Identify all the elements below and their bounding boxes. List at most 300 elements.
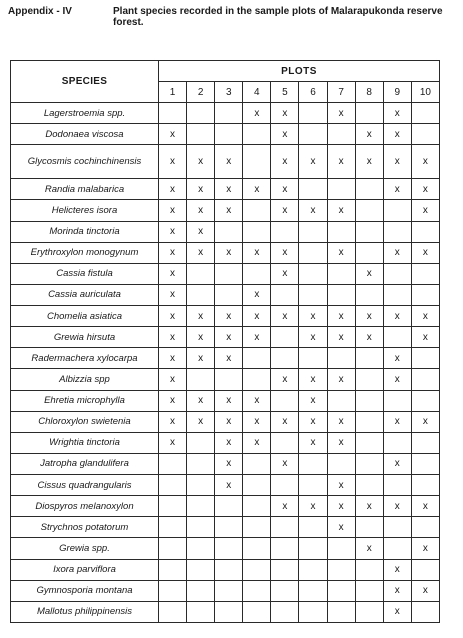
presence-cell: x bbox=[299, 327, 327, 348]
presence-cell: x bbox=[215, 411, 243, 432]
presence-cell: x bbox=[411, 145, 439, 179]
species-name-cell: Wrightia tinctoria bbox=[11, 432, 159, 453]
presence-cell bbox=[215, 601, 243, 622]
presence-cell bbox=[187, 284, 215, 305]
presence-cell: x bbox=[355, 327, 383, 348]
presence-cell: x bbox=[159, 327, 187, 348]
presence-cell bbox=[271, 432, 299, 453]
presence-cell bbox=[355, 475, 383, 496]
presence-cell: x bbox=[355, 496, 383, 517]
species-name-cell: Morinda tinctoria bbox=[11, 221, 159, 242]
presence-cell: x bbox=[355, 306, 383, 327]
presence-cell bbox=[215, 263, 243, 284]
presence-cell: x bbox=[411, 538, 439, 559]
presence-cell bbox=[215, 284, 243, 305]
presence-cell bbox=[411, 559, 439, 580]
presence-cell bbox=[299, 179, 327, 200]
plot-number-header: 7 bbox=[327, 82, 355, 103]
presence-cell: x bbox=[215, 432, 243, 453]
presence-cell bbox=[299, 124, 327, 145]
species-name-cell: Jatropha glandulifera bbox=[11, 453, 159, 474]
presence-cell bbox=[159, 601, 187, 622]
presence-cell: x bbox=[271, 124, 299, 145]
presence-cell bbox=[215, 580, 243, 601]
presence-cell bbox=[243, 453, 271, 474]
presence-cell: x bbox=[159, 242, 187, 263]
presence-cell bbox=[159, 580, 187, 601]
presence-cell: x bbox=[383, 306, 411, 327]
presence-cell: x bbox=[215, 453, 243, 474]
presence-cell bbox=[355, 453, 383, 474]
presence-cell: x bbox=[187, 145, 215, 179]
presence-cell bbox=[243, 475, 271, 496]
presence-cell: x bbox=[243, 179, 271, 200]
presence-cell: x bbox=[159, 179, 187, 200]
presence-cell: x bbox=[383, 580, 411, 601]
species-name-cell: Ixora parviflora bbox=[11, 559, 159, 580]
presence-cell: x bbox=[411, 306, 439, 327]
table-row bbox=[11, 145, 440, 179]
presence-cell: x bbox=[355, 263, 383, 284]
table-row bbox=[11, 411, 440, 432]
presence-cell: x bbox=[159, 411, 187, 432]
presence-cell bbox=[411, 453, 439, 474]
presence-cell: x bbox=[159, 263, 187, 284]
presence-cell bbox=[271, 538, 299, 559]
species-name-cell: Diospyros melanoxylon bbox=[11, 496, 159, 517]
presence-cell: x bbox=[187, 390, 215, 411]
presence-cell: x bbox=[271, 242, 299, 263]
presence-cell bbox=[187, 496, 215, 517]
presence-cell bbox=[299, 348, 327, 369]
species-name-cell: Randia malabarica bbox=[11, 179, 159, 200]
presence-cell: x bbox=[215, 390, 243, 411]
presence-cell: x bbox=[411, 200, 439, 221]
presence-cell: x bbox=[355, 124, 383, 145]
plot-number-header: 3 bbox=[215, 82, 243, 103]
presence-cell bbox=[383, 327, 411, 348]
species-name-cell: Radermachera xylocarpa bbox=[11, 348, 159, 369]
plot-number-header: 9 bbox=[383, 82, 411, 103]
presence-cell bbox=[383, 221, 411, 242]
presence-cell bbox=[355, 348, 383, 369]
table-row bbox=[11, 221, 440, 242]
presence-cell: x bbox=[327, 411, 355, 432]
presence-cell bbox=[383, 200, 411, 221]
presence-cell bbox=[355, 179, 383, 200]
presence-cell: x bbox=[159, 221, 187, 242]
presence-cell: x bbox=[187, 242, 215, 263]
presence-cell: x bbox=[243, 103, 271, 124]
presence-cell: x bbox=[299, 411, 327, 432]
species-name-cell: Cassia auriculata bbox=[11, 284, 159, 305]
presence-cell bbox=[271, 284, 299, 305]
presence-cell: x bbox=[187, 200, 215, 221]
presence-cell bbox=[327, 538, 355, 559]
presence-cell: x bbox=[299, 496, 327, 517]
table-row bbox=[11, 517, 440, 538]
table-row bbox=[11, 327, 440, 348]
presence-cell bbox=[411, 221, 439, 242]
presence-cell bbox=[187, 538, 215, 559]
presence-cell bbox=[215, 103, 243, 124]
presence-cell bbox=[411, 103, 439, 124]
presence-cell: x bbox=[383, 496, 411, 517]
presence-cell bbox=[355, 559, 383, 580]
presence-cell: x bbox=[215, 179, 243, 200]
species-name-cell: Dodonaea viscosa bbox=[11, 124, 159, 145]
presence-cell: x bbox=[383, 601, 411, 622]
presence-cell: x bbox=[411, 179, 439, 200]
presence-cell bbox=[327, 263, 355, 284]
presence-cell bbox=[243, 369, 271, 390]
presence-cell: x bbox=[243, 242, 271, 263]
table-header-row bbox=[11, 61, 440, 82]
presence-cell: x bbox=[327, 517, 355, 538]
table-row bbox=[11, 124, 440, 145]
presence-cell bbox=[299, 263, 327, 284]
presence-cell bbox=[159, 559, 187, 580]
presence-cell bbox=[355, 580, 383, 601]
presence-cell: x bbox=[159, 200, 187, 221]
presence-cell: x bbox=[299, 145, 327, 179]
species-name-cell: Grewia hirsuta bbox=[11, 327, 159, 348]
presence-cell bbox=[159, 538, 187, 559]
presence-cell bbox=[215, 538, 243, 559]
presence-cell bbox=[327, 559, 355, 580]
presence-cell: x bbox=[327, 475, 355, 496]
presence-cell bbox=[383, 284, 411, 305]
table-row bbox=[11, 432, 440, 453]
plot-number-header: 10 bbox=[411, 82, 439, 103]
presence-cell: x bbox=[243, 284, 271, 305]
presence-cell bbox=[327, 124, 355, 145]
presence-cell: x bbox=[411, 327, 439, 348]
presence-cell bbox=[187, 453, 215, 474]
presence-cell bbox=[355, 517, 383, 538]
table-row bbox=[11, 580, 440, 601]
presence-cell bbox=[411, 369, 439, 390]
presence-cell: x bbox=[327, 145, 355, 179]
presence-cell bbox=[411, 601, 439, 622]
presence-cell bbox=[271, 390, 299, 411]
presence-cell bbox=[243, 538, 271, 559]
species-name-cell: Erythroxylon monogynum bbox=[11, 242, 159, 263]
presence-cell: x bbox=[215, 242, 243, 263]
presence-cell bbox=[243, 601, 271, 622]
presence-cell bbox=[355, 601, 383, 622]
table-row bbox=[11, 453, 440, 474]
presence-cell: x bbox=[383, 369, 411, 390]
presence-cell bbox=[355, 284, 383, 305]
presence-cell bbox=[327, 453, 355, 474]
presence-cell bbox=[299, 538, 327, 559]
presence-cell: x bbox=[271, 306, 299, 327]
presence-cell bbox=[243, 517, 271, 538]
table-row bbox=[11, 369, 440, 390]
presence-cell bbox=[159, 453, 187, 474]
presence-cell bbox=[411, 390, 439, 411]
presence-cell bbox=[271, 221, 299, 242]
presence-cell bbox=[299, 103, 327, 124]
presence-cell: x bbox=[271, 411, 299, 432]
presence-cell: x bbox=[327, 369, 355, 390]
presence-cell bbox=[355, 369, 383, 390]
presence-cell bbox=[215, 124, 243, 145]
presence-cell bbox=[355, 390, 383, 411]
presence-cell: x bbox=[355, 538, 383, 559]
presence-cell bbox=[383, 390, 411, 411]
presence-cell bbox=[327, 601, 355, 622]
presence-cell: x bbox=[159, 348, 187, 369]
plot-number-header: 4 bbox=[243, 82, 271, 103]
presence-cell: x bbox=[327, 327, 355, 348]
presence-cell bbox=[355, 432, 383, 453]
presence-cell: x bbox=[411, 496, 439, 517]
presence-cell bbox=[327, 390, 355, 411]
presence-cell: x bbox=[383, 411, 411, 432]
presence-cell: x bbox=[299, 390, 327, 411]
presence-cell bbox=[299, 221, 327, 242]
presence-cell bbox=[411, 263, 439, 284]
presence-cell bbox=[243, 263, 271, 284]
table-row bbox=[11, 559, 440, 580]
table-row bbox=[11, 200, 440, 221]
presence-cell bbox=[355, 221, 383, 242]
presence-cell bbox=[215, 559, 243, 580]
presence-cell bbox=[215, 221, 243, 242]
presence-cell: x bbox=[383, 124, 411, 145]
species-name-cell: Albizzia spp bbox=[11, 369, 159, 390]
presence-cell: x bbox=[159, 306, 187, 327]
presence-cell: x bbox=[271, 263, 299, 284]
presence-cell bbox=[159, 475, 187, 496]
presence-cell: x bbox=[187, 306, 215, 327]
presence-cell: x bbox=[215, 145, 243, 179]
table-row bbox=[11, 284, 440, 305]
presence-cell: x bbox=[411, 242, 439, 263]
presence-cell bbox=[271, 327, 299, 348]
presence-cell: x bbox=[383, 242, 411, 263]
table-row bbox=[11, 475, 440, 496]
presence-cell: x bbox=[159, 390, 187, 411]
presence-cell: x bbox=[299, 306, 327, 327]
presence-cell: x bbox=[271, 103, 299, 124]
presence-cell: x bbox=[383, 559, 411, 580]
presence-cell: x bbox=[215, 348, 243, 369]
presence-cell: x bbox=[187, 348, 215, 369]
presence-cell: x bbox=[271, 145, 299, 179]
species-column-header: SPECIES bbox=[11, 61, 159, 103]
presence-cell bbox=[299, 453, 327, 474]
presence-cell: x bbox=[159, 124, 187, 145]
presence-cell: x bbox=[299, 369, 327, 390]
presence-cell bbox=[299, 601, 327, 622]
presence-cell: x bbox=[271, 369, 299, 390]
table-row bbox=[11, 103, 440, 124]
presence-cell: x bbox=[243, 432, 271, 453]
presence-cell bbox=[355, 200, 383, 221]
presence-cell: x bbox=[187, 221, 215, 242]
presence-cell bbox=[271, 348, 299, 369]
presence-cell bbox=[243, 124, 271, 145]
presence-cell bbox=[383, 432, 411, 453]
presence-cell bbox=[327, 221, 355, 242]
table-row bbox=[11, 179, 440, 200]
presence-cell: x bbox=[243, 411, 271, 432]
presence-cell bbox=[243, 145, 271, 179]
presence-cell bbox=[411, 432, 439, 453]
species-name-cell: Lagerstroemia spp. bbox=[11, 103, 159, 124]
table-row bbox=[11, 496, 440, 517]
presence-cell bbox=[243, 580, 271, 601]
presence-cell: x bbox=[411, 580, 439, 601]
presence-cell: x bbox=[243, 390, 271, 411]
presence-cell bbox=[243, 221, 271, 242]
presence-cell bbox=[187, 432, 215, 453]
presence-cell: x bbox=[299, 200, 327, 221]
presence-cell: x bbox=[271, 200, 299, 221]
presence-cell bbox=[187, 601, 215, 622]
presence-cell bbox=[187, 475, 215, 496]
plot-number-header: 5 bbox=[271, 82, 299, 103]
presence-cell: x bbox=[299, 432, 327, 453]
presence-cell bbox=[243, 200, 271, 221]
presence-cell: x bbox=[327, 242, 355, 263]
presence-cell bbox=[243, 559, 271, 580]
presence-cell bbox=[411, 348, 439, 369]
plot-number-header: 6 bbox=[299, 82, 327, 103]
presence-cell bbox=[327, 179, 355, 200]
presence-cell bbox=[159, 517, 187, 538]
presence-cell bbox=[187, 369, 215, 390]
presence-cell: x bbox=[327, 432, 355, 453]
presence-cell bbox=[355, 411, 383, 432]
presence-cell: x bbox=[187, 179, 215, 200]
presence-cell bbox=[299, 242, 327, 263]
species-name-cell: Glycosmis cochinchinensis bbox=[11, 145, 159, 179]
presence-cell: x bbox=[383, 179, 411, 200]
presence-cell: x bbox=[187, 327, 215, 348]
table-row bbox=[11, 538, 440, 559]
presence-cell: x bbox=[383, 103, 411, 124]
presence-cell: x bbox=[271, 453, 299, 474]
presence-cell bbox=[187, 263, 215, 284]
presence-cell bbox=[299, 284, 327, 305]
table-row bbox=[11, 263, 440, 284]
presence-cell bbox=[355, 242, 383, 263]
presence-cell bbox=[271, 580, 299, 601]
presence-cell: x bbox=[411, 411, 439, 432]
presence-cell: x bbox=[215, 200, 243, 221]
presence-cell: x bbox=[327, 103, 355, 124]
table-row bbox=[11, 601, 440, 622]
presence-cell bbox=[159, 496, 187, 517]
presence-cell bbox=[327, 284, 355, 305]
species-name-cell: Cassia fistula bbox=[11, 263, 159, 284]
presence-cell bbox=[383, 263, 411, 284]
presence-cell bbox=[215, 496, 243, 517]
presence-cell: x bbox=[159, 145, 187, 179]
presence-cell bbox=[271, 559, 299, 580]
species-name-cell: Strychnos potatorum bbox=[11, 517, 159, 538]
plots-column-header: PLOTS bbox=[159, 61, 440, 82]
species-name-cell: Mallotus philippinensis bbox=[11, 601, 159, 622]
presence-cell: x bbox=[159, 432, 187, 453]
presence-cell: x bbox=[215, 327, 243, 348]
presence-cell bbox=[215, 369, 243, 390]
presence-cell: x bbox=[215, 306, 243, 327]
presence-cell bbox=[327, 348, 355, 369]
presence-cell bbox=[187, 124, 215, 145]
species-name-cell: Helicteres isora bbox=[11, 200, 159, 221]
presence-cell bbox=[271, 517, 299, 538]
presence-cell: x bbox=[383, 453, 411, 474]
species-name-cell: Chloroxylon swietenia bbox=[11, 411, 159, 432]
presence-cell: x bbox=[355, 145, 383, 179]
presence-cell: x bbox=[271, 179, 299, 200]
presence-cell bbox=[243, 496, 271, 517]
presence-cell bbox=[299, 580, 327, 601]
presence-cell bbox=[187, 580, 215, 601]
species-plots-table bbox=[10, 60, 440, 623]
table-row bbox=[11, 306, 440, 327]
presence-cell bbox=[187, 559, 215, 580]
presence-cell bbox=[383, 475, 411, 496]
presence-cell bbox=[299, 475, 327, 496]
species-table-body bbox=[11, 103, 440, 623]
presence-cell: x bbox=[159, 284, 187, 305]
presence-cell: x bbox=[383, 348, 411, 369]
presence-cell bbox=[411, 284, 439, 305]
presence-cell bbox=[299, 517, 327, 538]
presence-cell: x bbox=[243, 327, 271, 348]
table-caption: Plant species recorded in the sample plots of Malarapukonda reserve forest. bbox=[113, 6, 443, 28]
presence-cell bbox=[215, 517, 243, 538]
presence-cell bbox=[411, 517, 439, 538]
presence-cell bbox=[159, 103, 187, 124]
presence-cell bbox=[271, 601, 299, 622]
presence-cell: x bbox=[327, 200, 355, 221]
presence-cell bbox=[355, 103, 383, 124]
species-name-cell: Cissus quadrangularis bbox=[11, 475, 159, 496]
species-name-cell: Gymnosporia montana bbox=[11, 580, 159, 601]
presence-cell bbox=[411, 475, 439, 496]
presence-cell: x bbox=[187, 411, 215, 432]
presence-cell: x bbox=[383, 145, 411, 179]
presence-cell bbox=[187, 517, 215, 538]
presence-cell: x bbox=[215, 475, 243, 496]
presence-cell bbox=[383, 517, 411, 538]
plot-number-header: 8 bbox=[355, 82, 383, 103]
presence-cell: x bbox=[271, 496, 299, 517]
presence-cell bbox=[327, 580, 355, 601]
plot-number-header: 1 bbox=[159, 82, 187, 103]
presence-cell bbox=[187, 103, 215, 124]
presence-cell bbox=[299, 559, 327, 580]
appendix-label: Appendix - IV bbox=[8, 6, 72, 17]
species-name-cell: Grewia spp. bbox=[11, 538, 159, 559]
presence-cell: x bbox=[159, 369, 187, 390]
presence-cell bbox=[411, 124, 439, 145]
table-row bbox=[11, 242, 440, 263]
presence-cell: x bbox=[327, 496, 355, 517]
presence-cell bbox=[271, 475, 299, 496]
species-name-cell: Chomelia asiatica bbox=[11, 306, 159, 327]
plot-number-header: 2 bbox=[187, 82, 215, 103]
table-row bbox=[11, 390, 440, 411]
table-row bbox=[11, 348, 440, 369]
